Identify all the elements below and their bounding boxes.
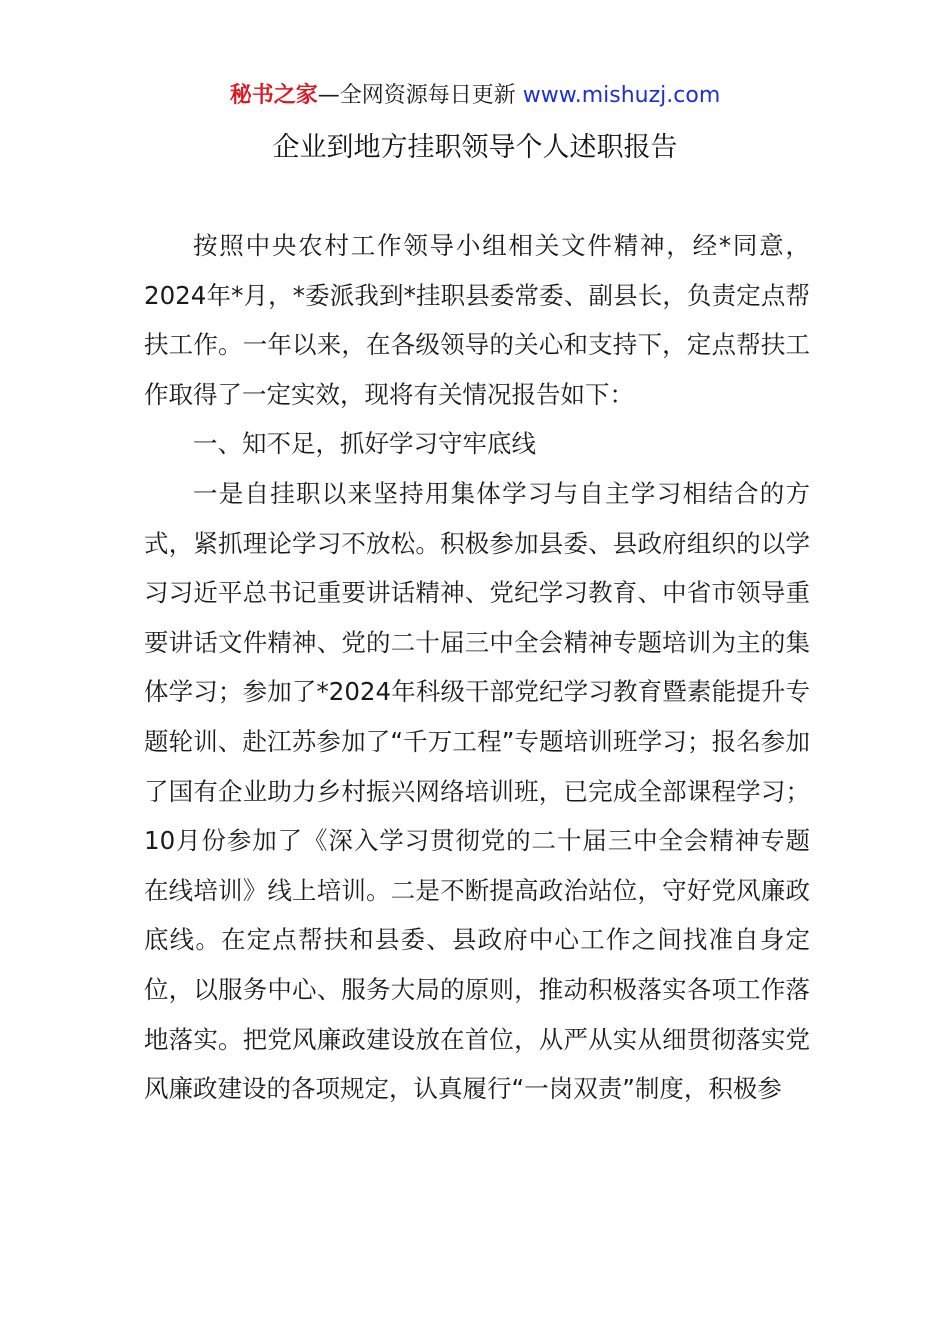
document-title: 企业到地方挂职领导个人述职报告	[272, 132, 678, 163]
site-tagline: —全网资源每日更新	[317, 83, 523, 108]
site-brand: 秘书之家	[229, 83, 318, 108]
site-url-link[interactable]: www.mishuzj.com	[522, 83, 721, 108]
site-header	[0, 80, 950, 112]
section-heading: 一、知不足，抓好学习守牢底线	[193, 429, 536, 459]
document-body	[144, 221, 810, 1114]
intro-paragraph: 按照中央农村工作领导小组相关文件精神，经*同意，2024年*月，*委派我到*挂职县委常委、副县长，负责定点帮扶工作。一年以来，在各级领导的关心和支持下，定点帮扶工作取得了一定实效，现将有关情况报告如下：	[144, 231, 810, 409]
body-paragraph: 一是自挂职以来坚持用集体学习与自主学习相结合的方式，紧抓理论学习不放松。积极参加县委、县政府组织的以学习习近平总书记重要讲话精神、党纪学习教育、中省市领导重要讲话文件精神、党的二十届三中全会精神专题培训为主的集体学习；参加了*2024年科级干部党纪学习教育暨素能提升专题轮训、赴江苏参加了“千万工程”专题培训班学习；报名参加了国有企业助力乡村振兴网络培训班，已完成全部课程学习；10月份参加了《深入学习贯彻党的二十届三中全会精神专题在线培训》线上培训。二是不断提高政治站位，守好党风廉政底线。在定点帮扶和县委、县政府中心工作之间找准自身定位，以服务中心、服务大局的原则，推动积极落实各项工作落地落实。把党风廉政建设放在首位，从严从实从细贯彻落实党风廉政建设的各项规定，认真履行“一岗双责”制度，积极参	[144, 478, 810, 1104]
